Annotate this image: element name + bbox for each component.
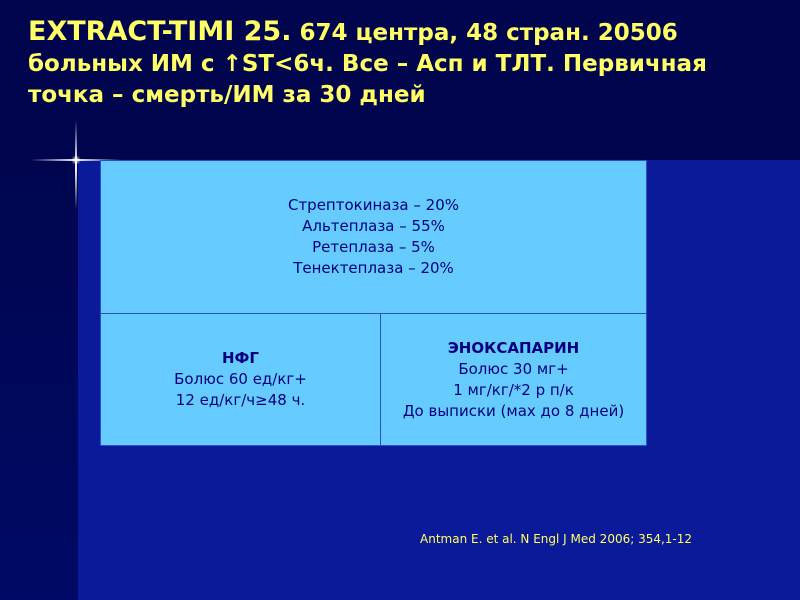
title-line-2-suffix: ST<6ч. Все – Асп и ТЛТ. Первичная [241,51,707,77]
ufh-dose-line: Болюс 60 ед/кг+ [174,370,307,388]
ufh-cell [101,314,381,445]
enoxaparin-dose-line: 1 мг/кг/*2 р п/к [453,380,574,399]
enoxaparin-cell [381,314,646,445]
title-line-1-rest: 674 центра, 48 стран. 20506 [291,20,678,46]
citation: Antman E. et al. N Engl J Med 2006; 354,1-12 [420,532,693,546]
thrombolytic-item: Альтеплаза – 55% [302,217,445,235]
enoxaparin-dose-line: До выписки (мах до 8 дней) [402,401,625,420]
title-line-2-prefix: больных ИМ с [28,51,223,77]
thrombolytics-cell [101,161,646,314]
sparkle-star-icon [71,155,81,165]
title-line-3: точка – смерть/ИМ за 30 дней [28,82,426,108]
sparkle-decoration [75,120,77,210]
trial-name: EXTRACT-TIMI 25. [28,16,292,47]
background-left [0,160,78,600]
enoxaparin-dose-line: Болюс 30 мг+ [458,359,569,378]
enoxaparin-heading: ЭНОКСАПАРИН [447,338,580,357]
up-arrow-icon: ↑ [222,51,242,77]
slide-title [28,16,778,111]
thrombolytic-item: Стрептокиназа – 20% [287,196,460,214]
title-line-2 [28,49,778,80]
thrombolytic-item: Тенектеплаза – 20% [293,259,454,277]
title-line-1 [28,16,778,49]
thrombolytic-item: Ретеплаза – 5% [312,238,435,256]
ufh-dose-line: 12 ед/кг/ч≥48 ч. [175,391,306,409]
ufh-heading: НФГ [222,349,259,367]
treatment-table [100,160,647,446]
